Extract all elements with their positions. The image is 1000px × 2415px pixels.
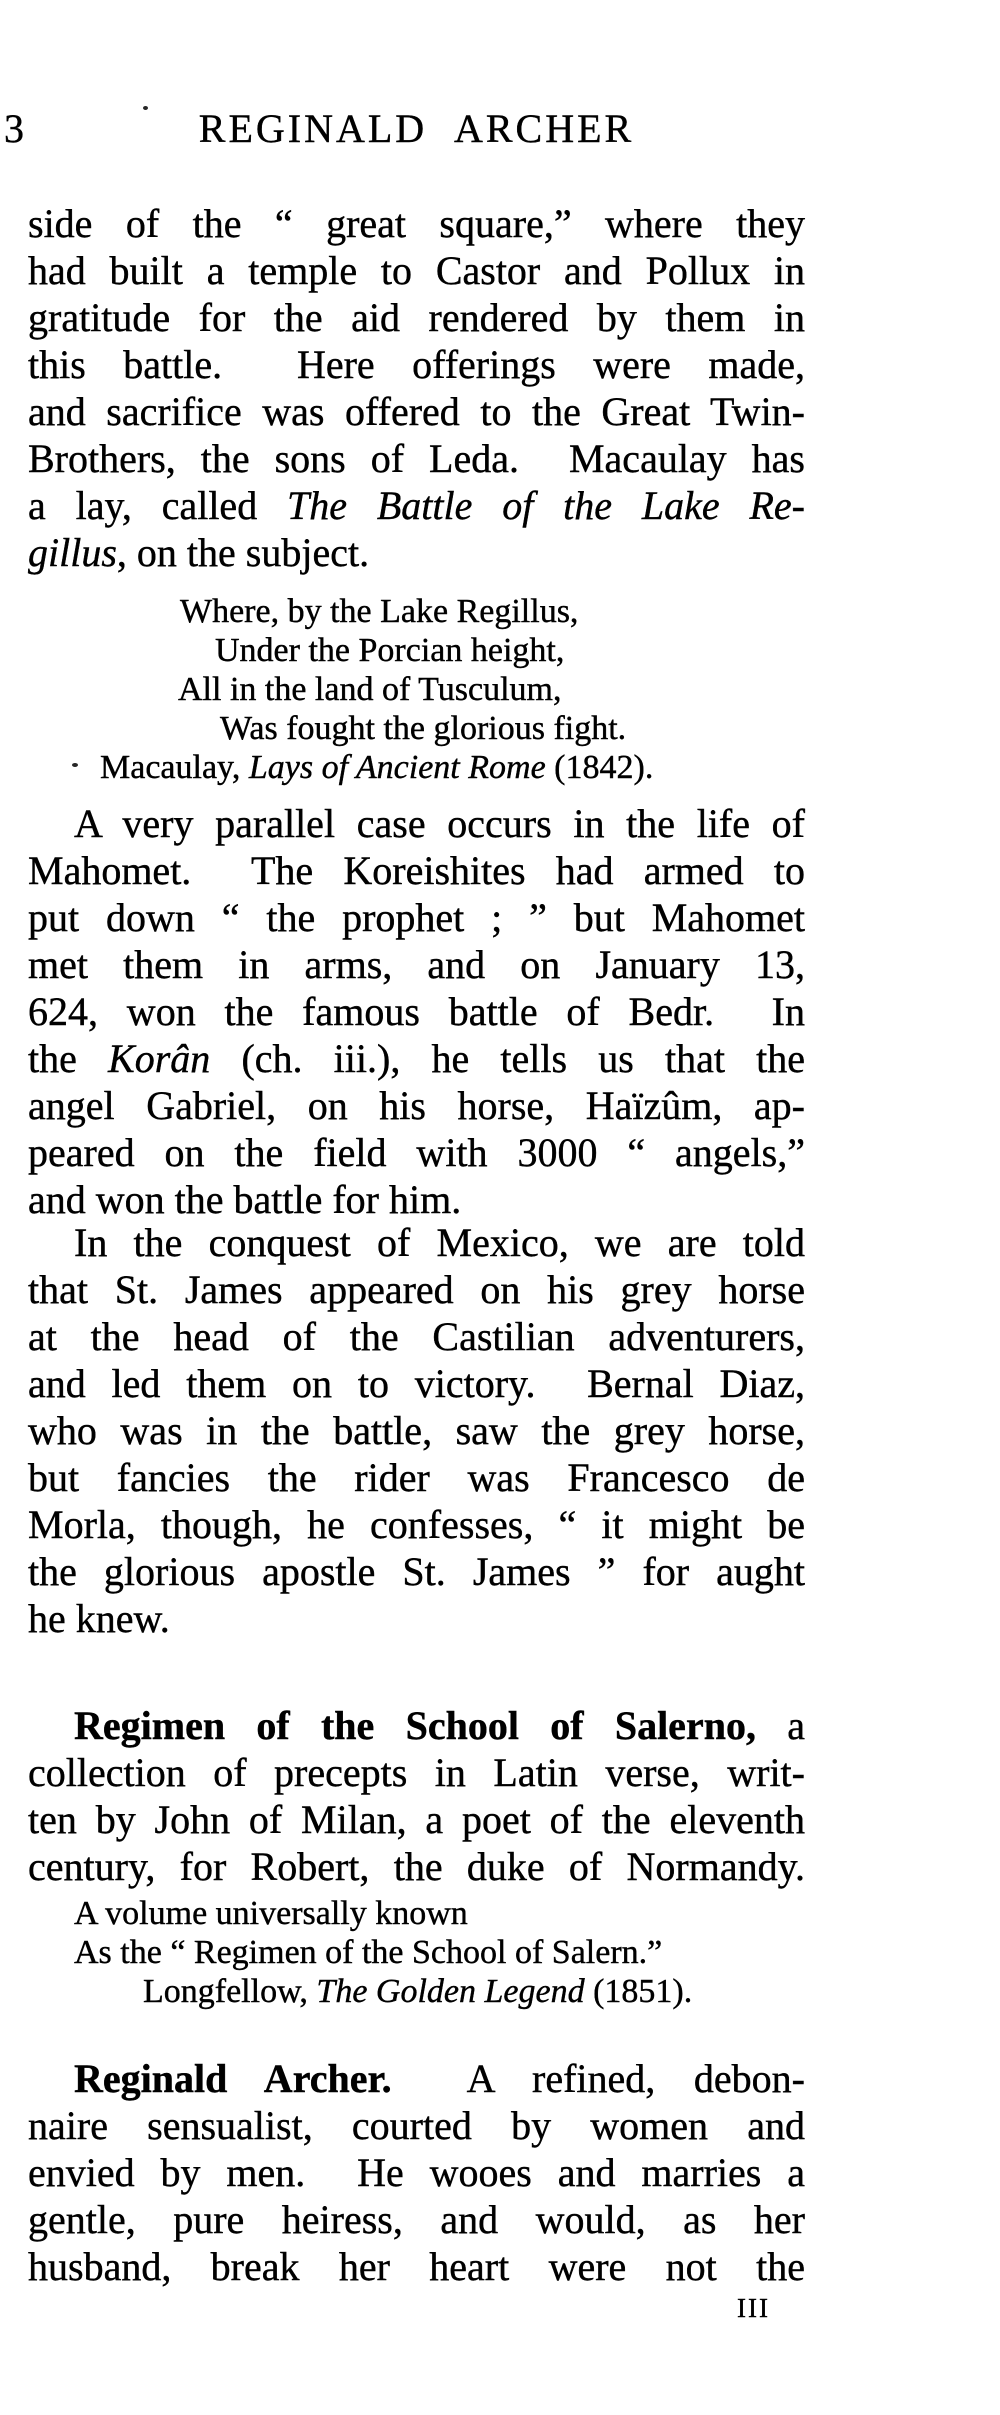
verse-citation xyxy=(28,748,805,787)
text-line xyxy=(28,482,805,529)
text-line: Morla, though, he confesses, “ it might be xyxy=(28,1502,805,1547)
text-line xyxy=(28,529,805,576)
text-line: envied by men. He wooes and marries a xyxy=(28,2150,805,2195)
signature-mark: III xyxy=(737,2293,770,2323)
paragraph-mahomet xyxy=(28,800,805,1223)
text-line: ten by John of Milan, a poet of the eleventh xyxy=(28,1797,805,1842)
text-line: put down “ the prophet ; ” but Mahomet xyxy=(28,895,805,940)
text-line: this battle. Here offerings were made, xyxy=(28,342,805,387)
verse-quotation-salern xyxy=(28,1894,805,2011)
text-line: husband, break her heart were not the xyxy=(28,2244,805,2289)
entry-headword: Reginald Archer. xyxy=(74,2056,392,2101)
entry-headword: Regimen of the School of Salerno, xyxy=(74,1703,756,1748)
entry-regimen-of-salerno xyxy=(28,1702,805,1890)
verse-line: As the “ Regimen of the School of Salern.” xyxy=(74,1934,663,1971)
text-line: and led them on to victory. Bernal Diaz, xyxy=(28,1361,805,1406)
verse-line: Under the Porcian height, xyxy=(215,632,565,669)
work-title-italic: Lays of Ancient Rome xyxy=(248,749,546,786)
verse-quotation-regillus xyxy=(28,592,805,787)
text-line: and sacrifice was offered to the Great Twin- xyxy=(28,389,805,434)
text-line: Brothers, the sons of Leda. Macaulay has xyxy=(28,436,805,481)
text-line: century, for Robert, the duke of Normandy. xyxy=(28,1844,805,1889)
verse-line: Was fought the glorious fight. xyxy=(220,710,627,747)
text-segment: a xyxy=(755,1703,805,1748)
text-line: angel Gabriel, on his horse, Haïzûm, ap- xyxy=(28,1083,805,1128)
text-segment: (1842). xyxy=(545,749,654,786)
text-line: met them in arms, and on January 13, xyxy=(28,942,805,987)
text-line: but fancies the rider was Francesco de xyxy=(28,1455,805,1500)
text-line: and won the battle for him. xyxy=(28,1177,462,1222)
text-segment: Macaulay, xyxy=(100,749,249,786)
page-number: 3 xyxy=(4,106,24,151)
paragraph-lake-regillus xyxy=(28,200,805,576)
text-segment: the xyxy=(28,1036,109,1081)
text-line: had built a temple to Castor and Pollux in xyxy=(28,248,805,293)
text-line: he knew. xyxy=(28,1596,170,1641)
text-segment: (ch. iii.), he tells us that the xyxy=(210,1036,805,1081)
running-title: REGINALD ARCHER xyxy=(198,106,635,151)
text-line xyxy=(28,2055,805,2102)
text-line: gentle, pure heiress, and would, as her xyxy=(28,2197,805,2242)
text-segment: A refined, debon- xyxy=(391,2056,805,2101)
verse-line: A volume universally known xyxy=(74,1895,468,1932)
text-line: naire sensualist, courted by women and xyxy=(28,2103,805,2148)
text-segment: Longfellow, xyxy=(143,1973,317,2010)
text-line: at the head of the Castilian adventurers, xyxy=(28,1314,805,1359)
book-title-italic: The Battle of the Lake Re- xyxy=(287,483,805,528)
text-line: who was in the battle, saw the grey horse, xyxy=(28,1408,805,1453)
text-line xyxy=(28,1035,805,1082)
text-line: 624, won the famous battle of Bedr. In xyxy=(28,989,805,1034)
verse-line: All in the land of Tusculum, xyxy=(178,671,562,708)
paragraph-mexico xyxy=(28,1219,805,1642)
text-line: peared on the field with 3000 “ angels,” xyxy=(28,1130,805,1175)
text-line: Mahomet. The Koreishites had armed to xyxy=(28,848,805,893)
text-line: A very parallel case occurs in the life of xyxy=(74,801,805,846)
verse-line: Where, by the Lake Regillus, xyxy=(180,593,579,630)
text-line: In the conquest of Mexico, we are told xyxy=(74,1220,805,1265)
text-line: side of the “ great square,” where they xyxy=(28,201,805,246)
entry-reginald-archer xyxy=(28,2055,805,2290)
text-line: gratitude for the aid rendered by them in xyxy=(28,295,805,340)
text-line: the glorious apostle St. James ” for aught xyxy=(28,1549,805,1594)
work-title-italic: Korân xyxy=(108,1036,211,1081)
text-line: that St. James appeared on his grey horse xyxy=(28,1267,805,1312)
text-segment: , on the subject. xyxy=(116,530,370,575)
text-line: collection of precepts in Latin verse, writ- xyxy=(28,1750,805,1795)
book-title-italic: gillus xyxy=(28,530,117,575)
text-segment: (1851). xyxy=(584,1973,693,2010)
text-segment: a lay, called xyxy=(28,483,288,528)
scan-speck xyxy=(143,106,148,110)
work-title-italic: The Golden Legend xyxy=(316,1973,585,2010)
text-line xyxy=(28,1702,805,1749)
verse-citation xyxy=(28,1972,805,2011)
